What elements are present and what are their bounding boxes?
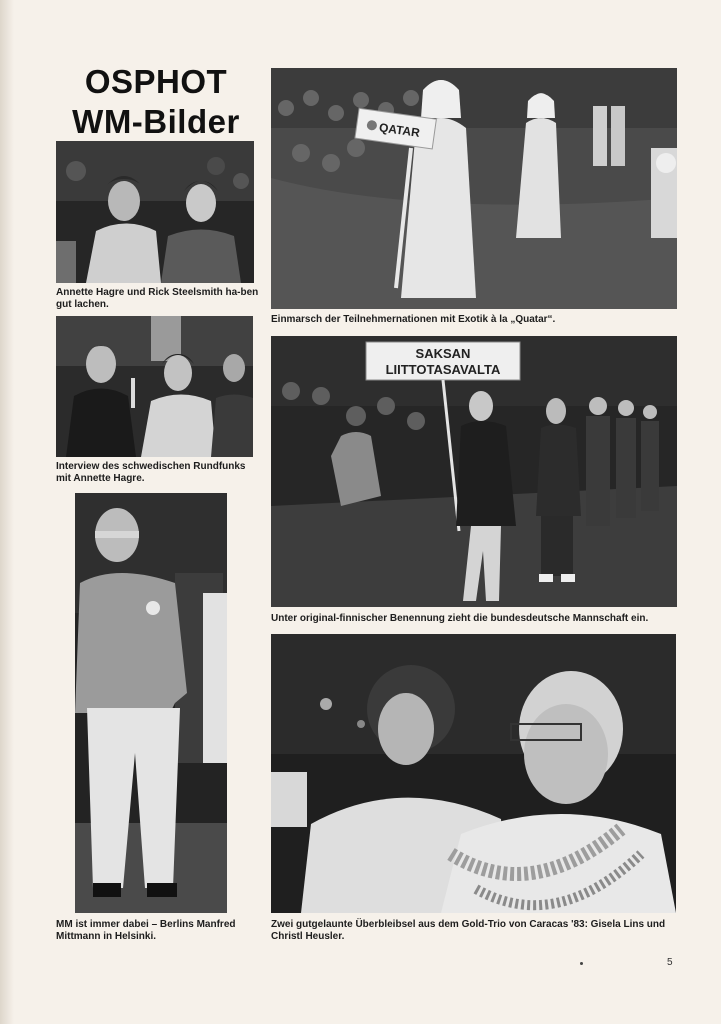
caption-gold-trio: Zwei gutgelaunte Überbleibsel aus dem Gold-Trio von Caracas '83: Gisela Lins und Christl Heusler.	[271, 919, 666, 942]
photo-mittmann	[75, 493, 227, 913]
saksan-sign-line-2: LIITTOTASAVALTA	[385, 362, 501, 377]
caption-interview: Interview des schwedischen Rundfunks mit Annette Hagre.	[56, 461, 246, 484]
page-number: 5	[667, 957, 673, 968]
photo-hagre-steelsmith	[56, 141, 254, 283]
page-spine-shadow	[0, 0, 14, 1024]
caption-mittmann: MM ist immer dabei – Berlins Manfred Mittmann in Helsinki.	[56, 919, 236, 942]
title-line-2: WM-Bilder	[72, 103, 240, 140]
page-title	[56, 62, 256, 142]
caption-qatar: Einmarsch der Teilnehmernationen mit Exotik à la „Quatar“.	[271, 314, 556, 325]
print-dot	[580, 962, 583, 965]
caption-saksan: Unter original-finnischer Benennung zieht die bundesdeutsche Mannschaft ein.	[271, 613, 649, 624]
photo-gold-trio	[271, 634, 676, 913]
photo-qatar-parade	[271, 68, 677, 309]
photo-saksan-parade	[271, 336, 677, 607]
saksan-sign-line-1: SAKSAN	[415, 346, 471, 361]
caption-hagre-steelsmith: Annette Hagre und Rick Steelsmith ha-ben gut lachen.	[56, 287, 259, 310]
qatar-sign-text: QATAR	[378, 120, 421, 140]
title-line-1: OSPHOT	[84, 63, 228, 100]
photo-interview	[56, 316, 253, 457]
